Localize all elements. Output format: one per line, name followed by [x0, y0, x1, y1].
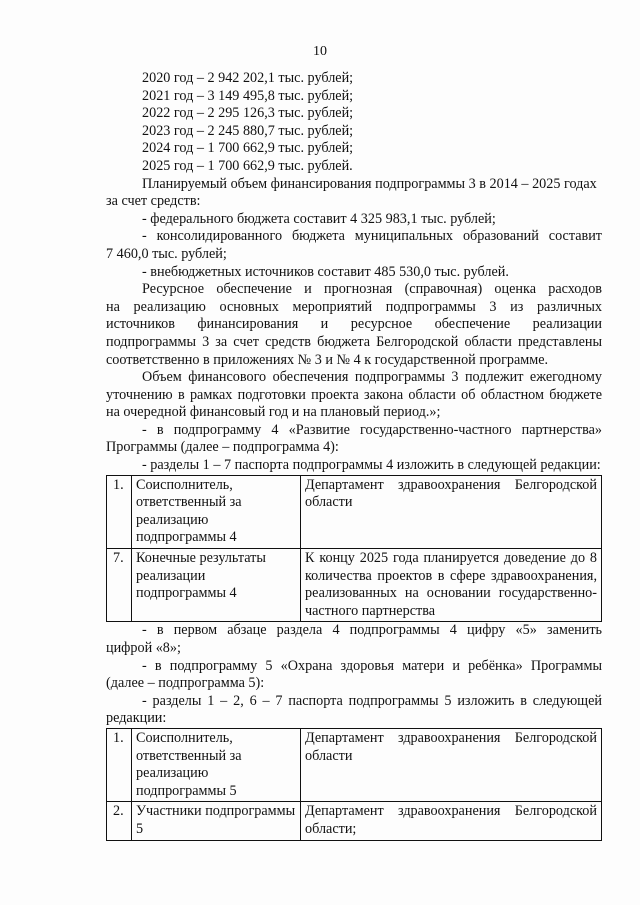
row-number: 1. [107, 475, 132, 548]
resource-paragraph-line-3: источников финансирования и ресурсное обеспечение реализации [106, 316, 602, 333]
subprogram5-line-1: - в подпрограмму 5 «Охрана здоровья матери и ребёнка» Программы [142, 657, 602, 674]
planned-financing-line-1: Планируемый объем финансирования подпрограммы 3 в 2014 – 2025 годах [142, 175, 597, 192]
row-label: Участники подпрограммы 5 [132, 802, 301, 840]
volume-paragraph-line-3: на очередной финансовый год и на плановый период.»; [106, 404, 441, 421]
volume-paragraph-line-2: уточнению в рамках подготовки проекта закона области об областном бюджете [106, 386, 602, 403]
row-value: Департамент здравоохранения Белгородской области [301, 728, 602, 801]
table-row [107, 475, 602, 548]
row-value: Департамент здравоохранения Белгородской области; [301, 802, 602, 840]
row-value: Департамент здравоохранения Белгородской области [301, 475, 602, 548]
sections5-instruction-line-1: - разделы 1 – 2, 6 – 7 паспорта подпрограммы 5 изложить в следующей [142, 692, 602, 709]
subprogram4-line-2: Программы (далее – подпрограмма 4): [106, 439, 339, 456]
subprogram5-line-2: (далее – подпрограмма 5): [106, 675, 265, 692]
first-paragraph-change-line-2: цифрой «8»; [106, 640, 181, 656]
funding-year-2025: 2025 год – 1 700 662,9 тыс. рублей. [142, 157, 353, 174]
resource-paragraph-line-2: на реализацию основных мероприятий подпрограммы 3 из различных [106, 298, 602, 315]
row-label: Конечные результаты реализации подпрограммы 4 [132, 549, 301, 622]
funding-year-2020: 2020 год – 2 942 202,1 тыс. рублей; [142, 70, 354, 86]
sections5-instruction-line-2: редакции: [106, 710, 167, 727]
planned-financing-line-2: за счет средств: [106, 193, 201, 210]
table-row [107, 802, 602, 840]
row-number: 7. [107, 549, 132, 622]
table-row [107, 549, 602, 622]
consolidated-budget-item-line-2: 7 460,0 тыс. рублей; [106, 245, 227, 262]
funding-year-2022: 2022 год – 2 295 126,3 тыс. рублей; [142, 105, 354, 122]
consolidated-budget-item-line-1: - консолидированного бюджета муниципальных образований составит [142, 228, 602, 245]
table-row [107, 728, 602, 801]
funding-year-2021: 2021 год – 3 149 495,8 тыс. рублей; [142, 87, 354, 104]
federal-budget-item: - федерального бюджета составит 4 325 983,1 тыс. рублей; [142, 210, 496, 227]
resource-paragraph-line-4: подпрограммы 3 за счет средств бюджета Белгородской области представлены [106, 333, 602, 350]
volume-paragraph-line-1: Объем финансового обеспечения подпрограммы 3 подлежит ежегодному [142, 369, 602, 386]
row-value: К концу 2025 года планируется доведение до 8 количества проектов в сфере здравоохранения, реализованных на основании государственно-частного партнерства [301, 549, 602, 622]
funding-years-list [106, 70, 602, 176]
document-body [106, 70, 602, 841]
row-label: Соисполнитель, ответственный за реализацию подпрограммы 5 [132, 728, 301, 801]
row-number: 2. [107, 802, 132, 840]
row-number: 1. [107, 728, 132, 801]
first-paragraph-change-line-1: - в первом абзаце раздела 4 подпрограммы 4 цифру «5» заменить [142, 622, 602, 639]
funding-year-2024: 2024 год – 1 700 662,9 тыс. рублей; [142, 140, 354, 157]
sections4-instruction: - разделы 1 – 7 паспорта подпрограммы 4 изложить в следующей редакции: [142, 457, 601, 474]
resource-paragraph-line-1: Ресурсное обеспечение и прогнозная (справочная) оценка расходов [142, 281, 602, 298]
page-number: 10 [313, 44, 327, 59]
extrabudget-item: - внебюджетных источников составит 485 530,0 тыс. рублей. [142, 263, 509, 280]
subprogram4-line-1: - в подпрограмму 4 «Развитие государственно-частного партнерства» [142, 421, 602, 438]
row-label: Соисполнитель, ответственный за реализацию подпрограммы 4 [132, 475, 301, 548]
resource-paragraph-line-5: соответственно в приложениях № 3 и № 4 к государственной программе. [106, 351, 549, 368]
funding-year-2023: 2023 год – 2 245 880,7 тыс. рублей; [142, 122, 354, 139]
passport-table-subprogram4 [106, 475, 602, 623]
passport-table-subprogram5 [106, 728, 602, 841]
